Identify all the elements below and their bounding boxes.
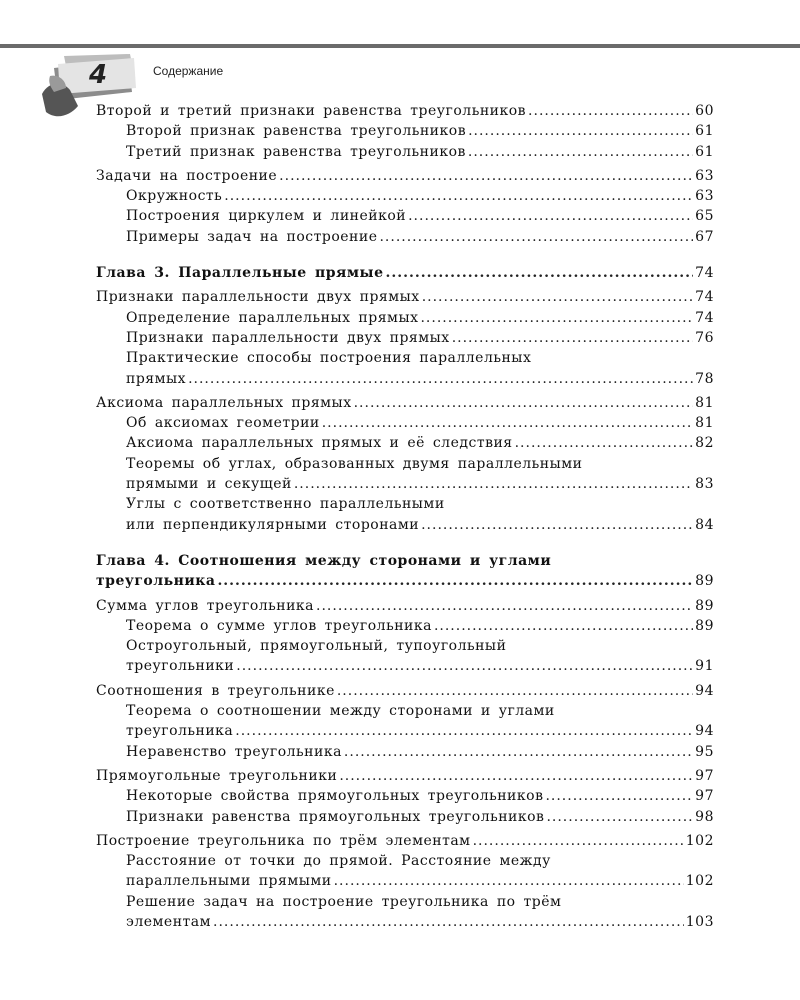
toc-subentry[interactable] (96, 413, 714, 433)
toc-entry-title: Построение треугольника по трём элементам (96, 832, 471, 849)
toc-entry-page: 74 (695, 265, 714, 282)
toc-entry-title: Об аксиомах геометрии (126, 415, 320, 432)
toc-entry[interactable] (96, 766, 714, 786)
toc-subentry[interactable] (96, 433, 714, 453)
toc-subentry-line[interactable]: Теорема о соотношении между сторонами и углами (126, 703, 555, 720)
toc-entry[interactable] (96, 101, 714, 121)
toc-entry-title: Второй и третий признаки равенства треугольников (96, 103, 527, 119)
toc-leader-dots (468, 121, 693, 141)
toc-leader-dots (452, 328, 693, 348)
toc-leader-dots (528, 101, 693, 121)
toc-entry-page: 67 (695, 228, 714, 245)
toc-leader-dots (188, 369, 693, 389)
toc-entry-page: 74 (695, 309, 714, 326)
toc-entry-page: 102 (685, 873, 714, 890)
toc-entry-title: Третий признак равенства треугольников (126, 143, 466, 160)
toc-subentry[interactable] (96, 656, 714, 676)
toc-subentry[interactable] (96, 871, 714, 891)
toc-subentry[interactable] (96, 308, 714, 328)
toc-entry[interactable] (96, 831, 714, 851)
toc-entry[interactable] (96, 681, 714, 701)
toc-subentry[interactable] (96, 742, 714, 762)
top-rule (0, 44, 800, 48)
toc-entry-page: 82 (695, 435, 714, 452)
toc-entry-title: треугольника (126, 723, 234, 740)
toc-entry-page: 89 (695, 617, 714, 634)
toc-entry-page: 97 (695, 767, 714, 784)
toc-entry-title: прямыми и секущей (126, 476, 292, 493)
toc-entry-page: 63 (695, 167, 714, 184)
toc-entry[interactable] (96, 596, 714, 616)
toc-entry-title: Прямоугольные треугольники (96, 767, 338, 784)
toc-entry-title: Определение параллельных прямых (126, 309, 419, 326)
toc-leader-dots (434, 616, 693, 636)
toc-entry-page: 98 (695, 808, 714, 825)
toc-entry-page: 78 (695, 370, 714, 387)
toc-entry-page: 81 (695, 415, 714, 432)
toc-leader-dots (422, 287, 693, 307)
toc-subentry-line[interactable]: Углы с соответственно параллельными (126, 496, 445, 513)
toc-leader-dots (545, 786, 693, 806)
toc-entry-title: Теорема о сумме углов треугольника (126, 617, 432, 634)
toc-entry-title: элементам (126, 913, 212, 930)
toc-subentry[interactable] (96, 721, 714, 741)
toc-subentry[interactable] (96, 369, 714, 389)
toc-entry-page: 89 (695, 573, 714, 590)
toc-subentry[interactable] (96, 616, 714, 636)
toc-leader-dots (322, 413, 693, 433)
toc-leader-dots (213, 912, 684, 932)
toc-subentry[interactable] (96, 912, 714, 932)
toc-leader-dots (294, 474, 693, 494)
toc-entry-title: Неравенство треугольника (126, 743, 342, 760)
toc-entry-page: 76 (695, 329, 714, 346)
toc-entry-page: 81 (695, 394, 714, 411)
toc-entry-title: прямых (126, 370, 187, 387)
toc-entry-page: 102 (685, 832, 714, 849)
toc-subentry-line[interactable]: Теоремы об углах, образованных двумя параллельными (126, 455, 583, 472)
toc-entry-title: Окружность (126, 188, 223, 205)
toc-entry-page: 63 (695, 188, 714, 205)
toc-entry-page: 91 (695, 658, 714, 675)
toc-leader-dots (339, 766, 693, 786)
toc-leader-dots (224, 186, 693, 206)
toc-entry-page: 84 (695, 516, 714, 533)
toc-subentry-line[interactable]: Практические способы построения параллельных (126, 350, 532, 367)
toc-entry-title: Задачи на построение (96, 167, 278, 184)
toc-entry-title: Соотношения в треугольнике (96, 682, 335, 699)
toc-subentry[interactable] (96, 807, 714, 827)
toc-leader-dots (354, 393, 694, 413)
toc-entry-page: 60 (695, 103, 714, 119)
toc-chapter[interactable] (96, 571, 714, 591)
toc-leader-dots (473, 831, 684, 851)
toc-entry-title: Сумма углов треугольника (96, 597, 315, 614)
toc-entry-title: Аксиома параллельных прямых и её следствия (126, 435, 513, 452)
toc-entry-title: треугольники (126, 658, 235, 675)
toc-subentry-line[interactable]: Расстояние от точки до прямой. Расстояние между (126, 853, 551, 870)
toc-entry-page: 61 (695, 123, 714, 140)
toc-chapter-line[interactable]: Глава 4. Соотношения между сторонами и углами (96, 552, 552, 569)
toc-entry-page: 89 (695, 597, 714, 614)
toc-subentry-line[interactable]: Решение задач на построение треугольника по трём (126, 893, 562, 910)
toc-entry-page: 65 (695, 208, 714, 225)
toc-leader-dots (420, 308, 693, 328)
toc-entry-page: 74 (695, 289, 714, 306)
toc-subentry[interactable] (96, 328, 714, 348)
toc-entry-page: 103 (685, 913, 714, 930)
running-header: Содержание (153, 64, 224, 78)
toc-chapter-title: треугольника (96, 573, 216, 590)
toc-subentry[interactable] (96, 786, 714, 806)
toc-leader-dots (546, 807, 693, 827)
toc-entry-title: Признаки равенства прямоугольных треугольников (126, 808, 545, 825)
toc-leader-dots (379, 227, 693, 247)
toc-leader-dots (515, 433, 694, 453)
toc-leader-dots (235, 721, 693, 741)
toc-entry-title: Аксиома параллельных прямых (96, 394, 352, 411)
toc-leader-dots (316, 596, 693, 616)
toc-leader-dots (236, 656, 693, 676)
toc-entry-title: Второй признак равенства треугольников (126, 123, 467, 140)
toc-leader-dots (279, 166, 693, 186)
toc-subentry-line[interactable]: Остроугольный, прямоугольный, тупоугольный (126, 638, 507, 655)
toc-entry-page: 61 (695, 143, 714, 160)
table-of-contents (96, 101, 714, 932)
toc-chapter-title: Глава 3. Параллельные прямые (96, 265, 384, 282)
toc-entry-page: 94 (695, 723, 714, 740)
toc-entry-title: Построения циркулем и линейкой (126, 208, 407, 225)
toc-entry-title: Признаки параллельности двух прямых (96, 289, 420, 306)
toc-entry-page: 95 (695, 743, 714, 760)
toc-entry-title: Признаки параллельности двух прямых (126, 329, 450, 346)
toc-leader-dots (344, 742, 693, 762)
toc-entry-title: или перпендикулярными сторонами (126, 516, 420, 533)
toc-subentry[interactable] (96, 142, 714, 162)
toc-subentry[interactable] (96, 227, 714, 247)
toc-entry-title: Некоторые свойства прямоугольных треугольников (126, 788, 544, 805)
page-number: 4 (88, 60, 108, 90)
toc-chapter[interactable] (96, 263, 714, 283)
toc-subentry[interactable] (96, 515, 714, 535)
toc-subentry[interactable] (96, 206, 714, 226)
toc-entry-title: параллельными прямыми (126, 873, 332, 890)
toc-leader-dots (386, 263, 694, 283)
toc-subentry[interactable] (96, 186, 714, 206)
toc-entry[interactable] (96, 166, 714, 186)
toc-leader-dots (334, 871, 684, 891)
toc-leader-dots (408, 206, 693, 226)
toc-leader-dots (421, 515, 693, 535)
toc-entry-page: 94 (695, 682, 714, 699)
toc-entry[interactable] (96, 287, 714, 307)
toc-leader-dots (217, 571, 693, 591)
toc-subentry[interactable] (96, 474, 714, 494)
toc-leader-dots (468, 142, 693, 162)
toc-entry[interactable] (96, 393, 714, 413)
toc-entry-page: 97 (695, 788, 714, 805)
toc-subentry[interactable] (96, 121, 714, 141)
toc-leader-dots (337, 681, 693, 701)
toc-entry-title: Примеры задач на построение (126, 228, 378, 245)
toc-entry-page: 83 (695, 476, 714, 493)
